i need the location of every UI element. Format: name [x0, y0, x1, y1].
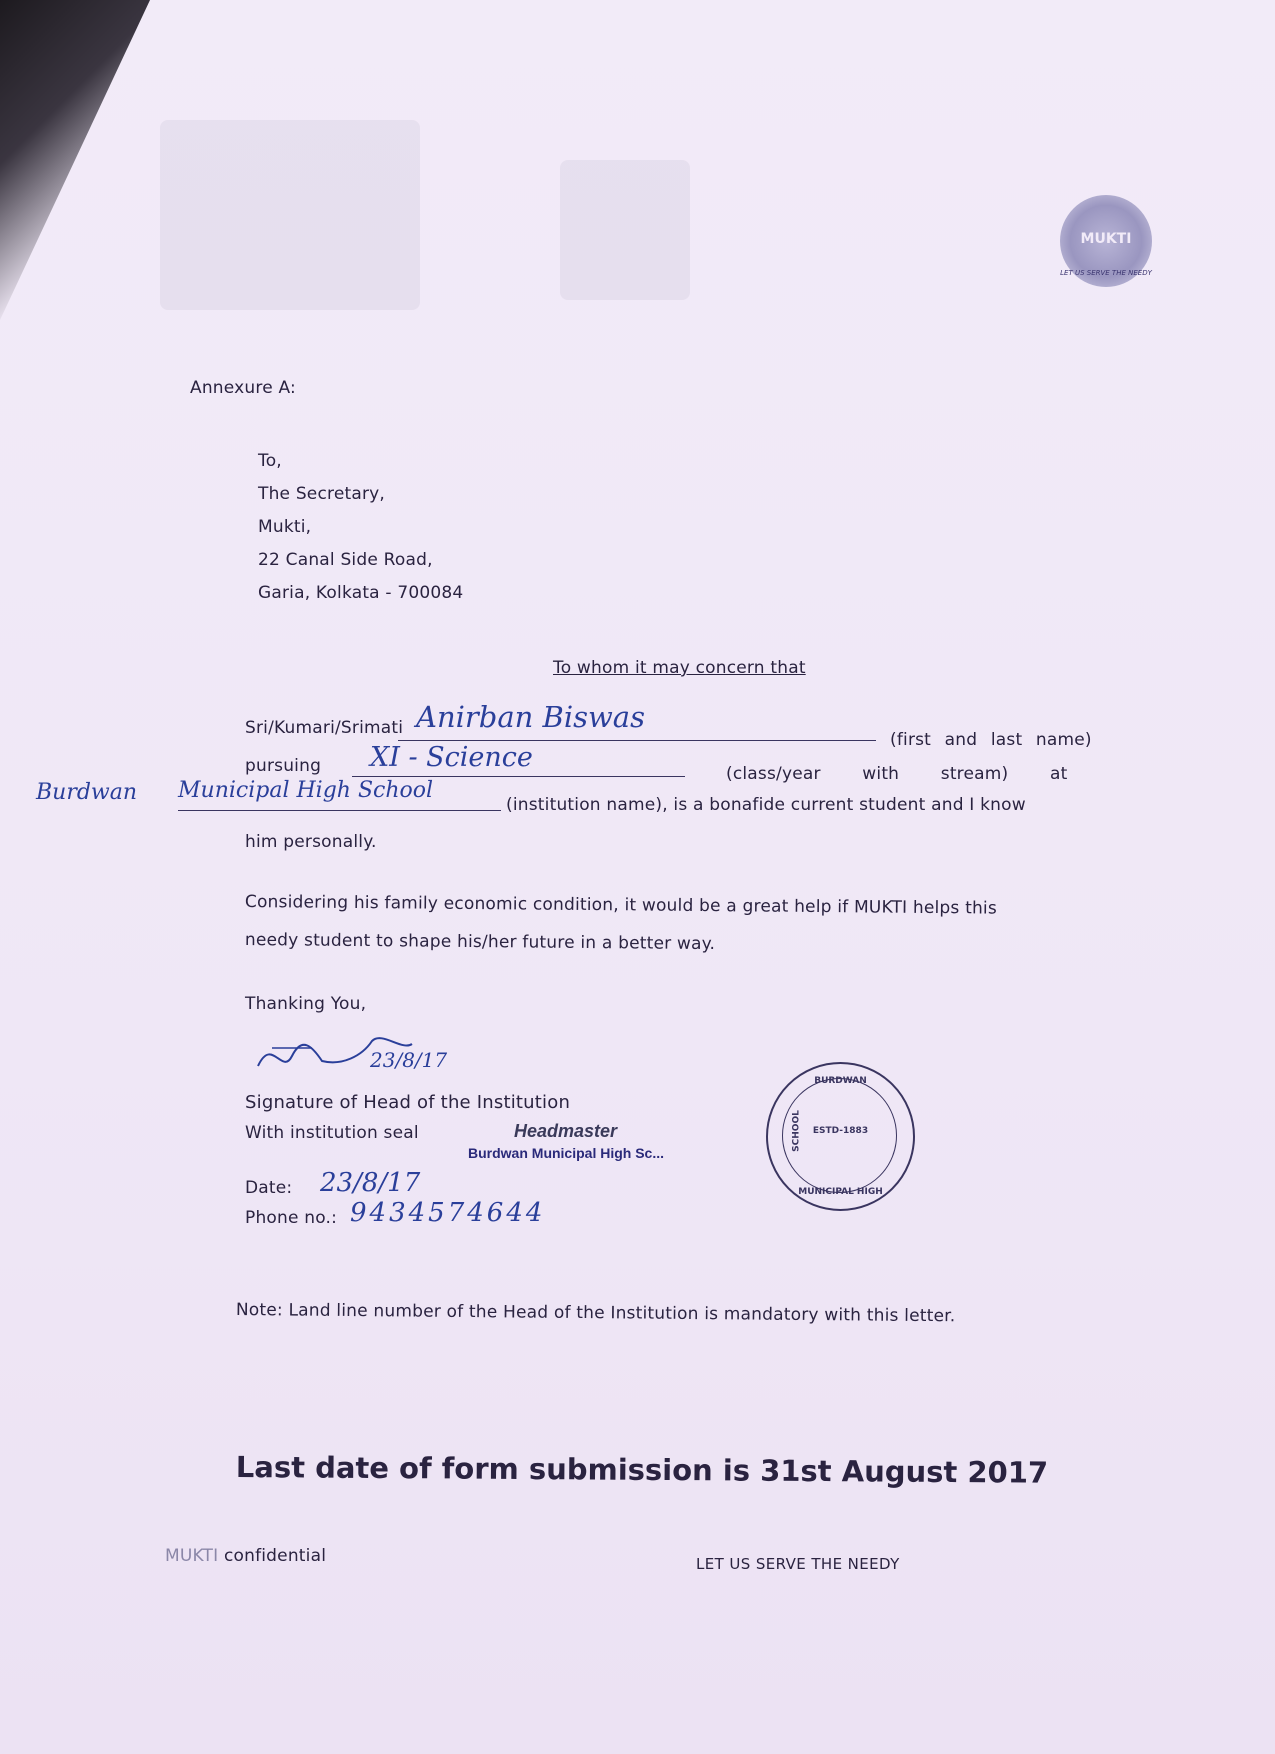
logo-name: MUKTI	[1080, 231, 1132, 247]
footer-motto: LET US SERVE THE NEEDY	[696, 1555, 900, 1573]
address-line: Garia, Kolkata - 700084	[258, 583, 464, 603]
footer-confidential: confidential	[223, 1546, 327, 1566]
phone-label: Phone no.:	[245, 1208, 338, 1228]
footer-brand: MUKTI	[165, 1546, 219, 1566]
annexure-label: Annexure A:	[190, 378, 296, 398]
signature-label: Signature of Head of the Institution	[245, 1092, 571, 1113]
address-line: Mukti,	[258, 517, 312, 537]
footer-left	[165, 1546, 326, 1566]
address-line: 22 Canal Side Road,	[258, 550, 433, 570]
body-last-line: him personally.	[245, 832, 377, 852]
bleed-through-mark	[160, 120, 420, 310]
salutation-label: Sri/Kumari/Srimati	[245, 718, 404, 738]
address-line: The Secretary,	[258, 484, 386, 504]
logo-motto: LET US SERVE THE NEEDY	[1060, 269, 1152, 277]
institution-name: Municipal High School	[178, 778, 434, 803]
institution-prefix: Burdwan	[36, 780, 138, 805]
phone-value: 9434574644	[350, 1198, 546, 1228]
seal-center-text: ESTD-1883	[812, 1126, 869, 1136]
student-name-line	[398, 700, 876, 741]
seal-label: With institution seal	[245, 1123, 419, 1143]
recipient-address	[258, 445, 463, 610]
class-stream: XI - Science	[370, 742, 533, 773]
mukti-logo	[1060, 195, 1152, 287]
paragraph-2-line-1: Considering his family economic condition, it would be a great help if MUKTI helps this	[244, 892, 998, 919]
paragraph-2-line-2: needy student to shape his/her future in a better way.	[244, 930, 716, 955]
thanking-text: Thanking You,	[245, 994, 367, 1014]
signature-date: 23/8/17	[370, 1048, 448, 1072]
pursuing-label: pursuing	[245, 756, 322, 776]
scan-corner-shadow	[0, 0, 150, 320]
bleed-through-mark	[560, 160, 690, 300]
school-stamp: Burdwan Municipal High Sc...	[468, 1145, 665, 1161]
student-name: Anirban Biswas	[416, 700, 645, 734]
institution-seal	[766, 1062, 915, 1211]
address-line: To,	[258, 451, 282, 471]
seal-top-text: BURDWAN	[814, 1076, 867, 1086]
institution-suffix: (institution name), is a bonafide current student and I know	[506, 795, 1026, 815]
letter-heading: To whom it may concern that	[553, 658, 806, 678]
class-hint: (class/year with stream) at	[726, 764, 1068, 784]
seal-bottom-text: MUNICIPAL HIGH	[798, 1187, 883, 1197]
class-line	[352, 744, 685, 777]
date-value: 23/8/17	[320, 1168, 421, 1198]
name-hint: (first and last name)	[890, 730, 1092, 750]
date-label: Date:	[245, 1178, 293, 1198]
seal-left-text: SCHOOL	[791, 1110, 802, 1152]
note-text: Note: Land line number of the Head of the Institution is mandatory with this letter.	[235, 1300, 956, 1327]
deadline-text: Last date of form submission is 31st August 2017	[235, 1450, 1049, 1490]
headmaster-stamp: Headmaster	[514, 1121, 618, 1141]
institution-line	[178, 780, 501, 811]
